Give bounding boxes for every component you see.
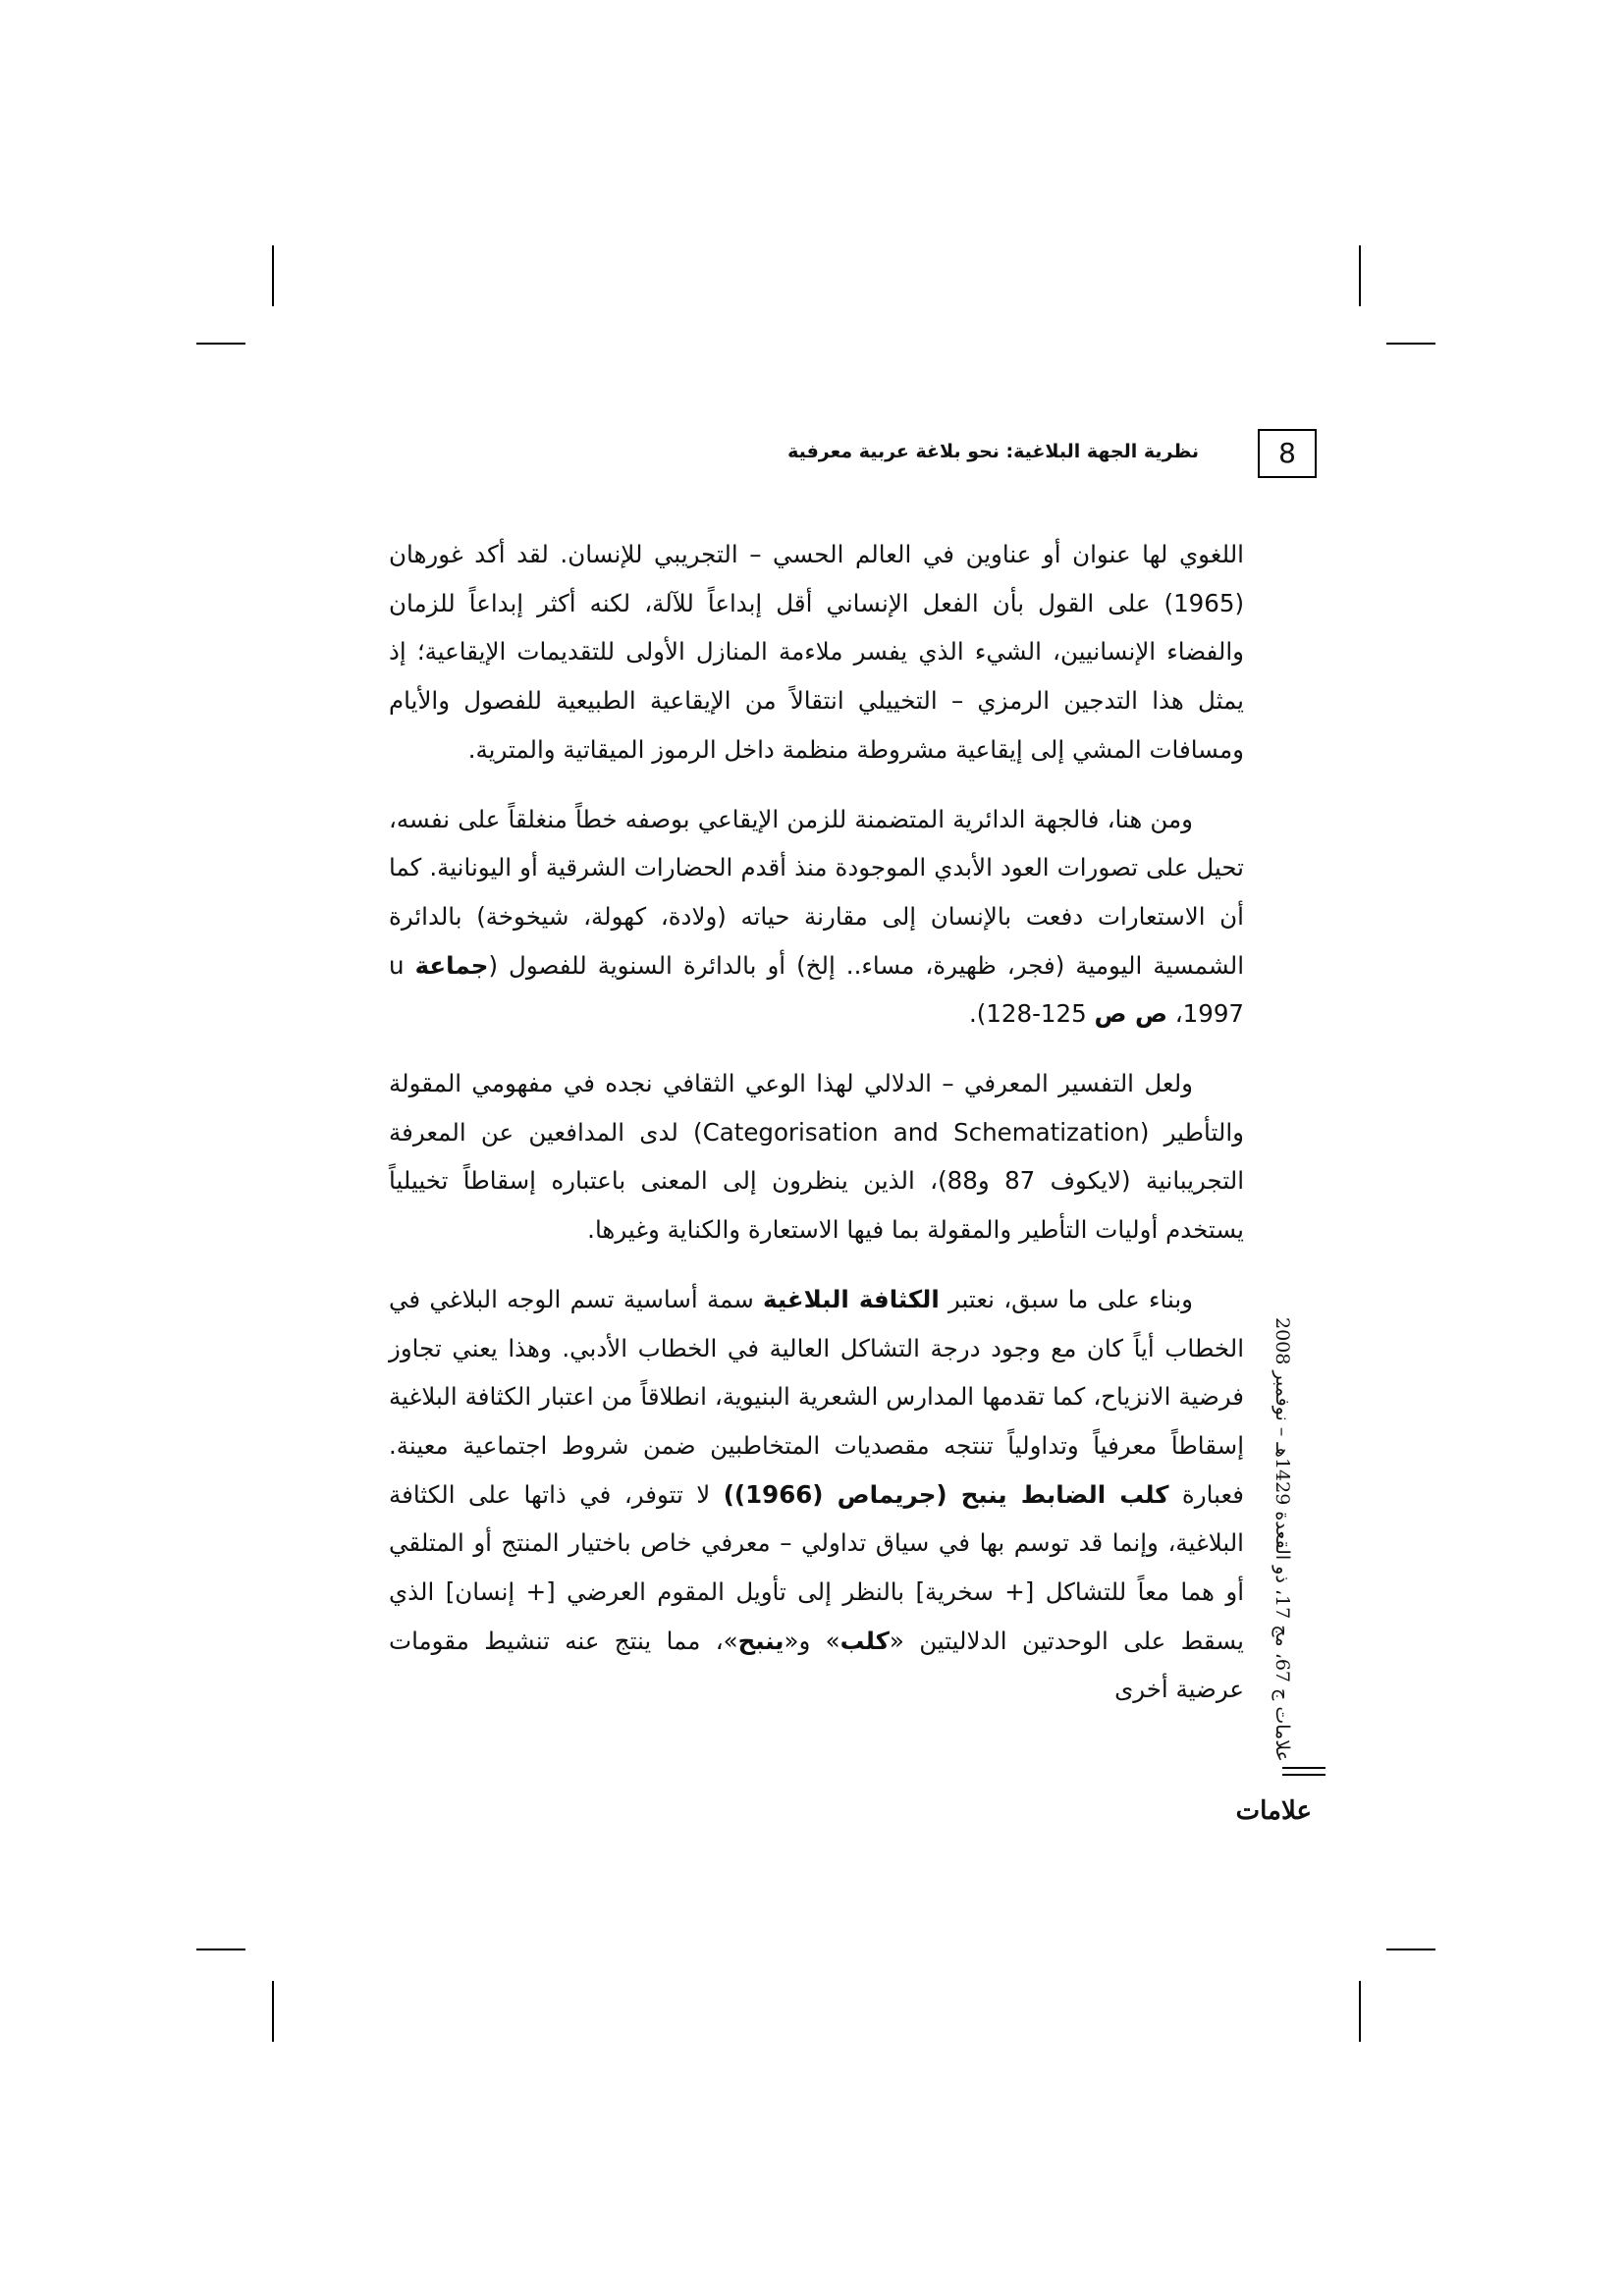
paragraph-4 xyxy=(389,1275,1244,1714)
crop-mark xyxy=(196,343,245,345)
journal-logo: علامات xyxy=(1235,1796,1312,1826)
crop-mark xyxy=(1386,343,1435,345)
crop-mark xyxy=(272,245,274,306)
side-divider xyxy=(1282,1767,1325,1776)
word-bark: ينبح xyxy=(737,1626,784,1655)
crop-mark xyxy=(1386,1949,1435,1950)
paragraph-2 xyxy=(389,795,1244,1040)
example-phrase: كلب الضابط ينبح (جريماص (1966)) xyxy=(723,1479,1169,1509)
article-body xyxy=(389,530,1244,1735)
running-title: نظرية الجهة البلاغية: نحو بلاغة عربية معرفية xyxy=(787,441,1199,462)
paragraph-4-part-c: لا تتوفر، في ذاتها على الكثافة البلاغية، وإنما قد توسم بها في سياق تداولي – معرفي خاص باختيار المنتج أو المتلقي أو هما معاً للتشاكل [+ سخرية] بالنظر إلى تأويل المقوم العرضي [+ إنسان] الذي يسقط على الوحدتين الدلاليتين « xyxy=(389,1479,1245,1655)
paragraph-4-part-e: »، مما ينتج عنه تنشيط مقومات عرضية أخرى xyxy=(389,1626,1244,1704)
journal-info: علامات ج 67، مج 17، ذو القعدة 1429هـ – نوفمبر 2008 xyxy=(1271,1317,1293,1762)
crop-mark xyxy=(1359,1981,1361,2042)
term-rhetorical-density: الكثافة البلاغية xyxy=(763,1284,940,1313)
paragraph-2-text: ومن هنا، فالجهة الدائرية المتضمنة للزمن الإيقاعي بوصفه خطاً منغلقاً على نفسه، تحيل على تصورات العود الأبدي الموجودة منذ أقدم الحضارات الشرقية أو اليونانية. كما أن الاستعارات دفعت بالإنسان إلى مقارنة حياته (ولادة، كهولة، شيخوخة) بالدائرة الشمسية اليومية (فجر، ظهيرة، مساء.. إلخ) أو بالدائرة السنوية للفصول ( xyxy=(389,804,1245,980)
paragraph-4-part-b: سمة أساسية تسم الوجه البلاغي في الخطاب أياً كان مع وجود درجة التشاكل العالية في الخطاب الأدبي. وهذا يعني تجاوز فرضية الانزياح، كما تقدمها المدارس الشعرية البنيوية، انطلاقاً من اعتبار الكثافة البلاغية إسقاطاً معرفياً وتداولياً تنتجه مقصديات المتخاطبين ضمن شروط اجتماعية معينة. فعبارة xyxy=(389,1284,1244,1509)
citation-pages: 125-128). xyxy=(968,999,1095,1029)
crop-mark xyxy=(272,1981,274,2042)
paragraph-3: ولعل التفسير المعرفي – الدلالي لهذا الوعي الثقافي نجده في مفهومي المقولة والتأطير (Categorisation and Schematization) لدى المدافعين عن المعرفة التجريبانية (لايكوف 87 و88)، الذين ينظرون إلى المعنى باعتباره إسقاطاً تخييلياً يستخدم أوليات التأطير والمقولة بما فيها الاستعارة والكناية وغيرها. xyxy=(389,1069,1244,1245)
paragraph-4-part-a: وبناء على ما سبق، نعتبر xyxy=(939,1284,1193,1313)
citation-pages-label: ص ص xyxy=(1094,999,1167,1029)
word-dog: كلب xyxy=(839,1626,890,1655)
paragraph-4-part-d: » و« xyxy=(784,1626,840,1655)
crop-mark xyxy=(1359,245,1361,306)
citation-year: u 1997، xyxy=(389,950,1244,1029)
page-number: 8 xyxy=(1258,429,1317,478)
paragraph-1: اللغوي لها عنوان أو عناوين في العالم الحسي – التجريبي للإنسان. لقد أكد غورهان (1965) على القول بأن الفعل الإنساني أقل إبداعاً للآلة، لكنه أكثر إبداعاً للزمان والفضاء الإنسانيين، الشيء الذي يفسر ملاءمة المنازل الأولى للتقديمات الإيقاعية؛ إذ يمثل هذا التدجين الرمزي – التخييلي انتقالاً من الإيقاعية الطبيعية للفصول والأيام ومسافات المشي إلى إيقاعية مشروطة منظمة داخل الرموز الميقاتية والمترية. xyxy=(389,540,1244,764)
citation-author: جماعة xyxy=(414,950,489,980)
crop-mark xyxy=(196,1949,245,1950)
